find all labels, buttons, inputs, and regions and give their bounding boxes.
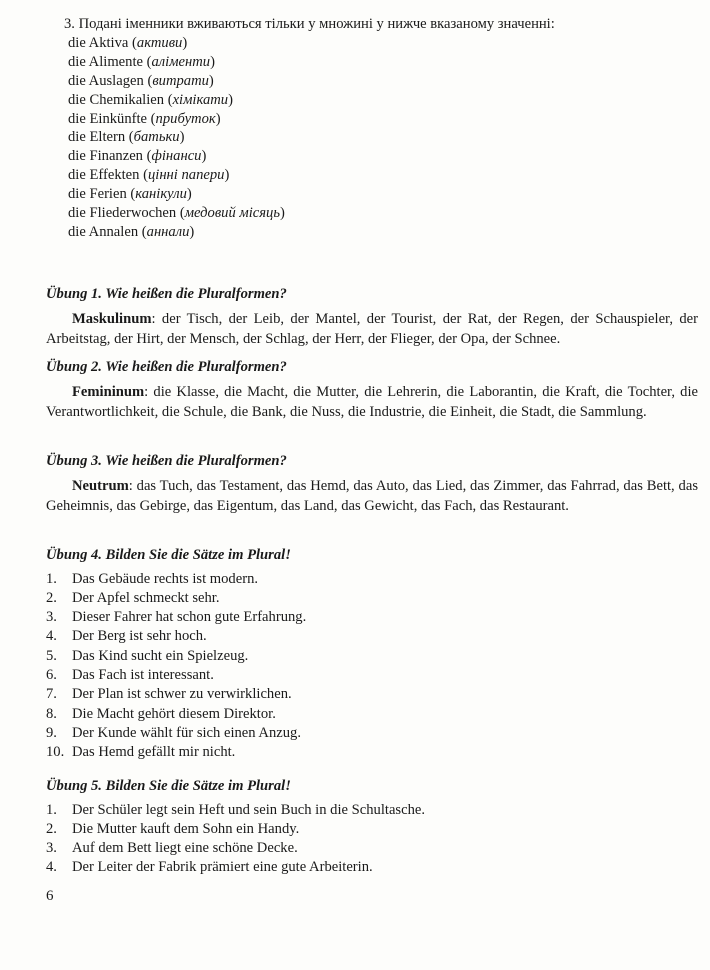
exercise-2 (46, 357, 698, 423)
sentence-list (46, 801, 698, 878)
list-item: 7. Der Plan ist schwer zu verwirklichen. (46, 686, 292, 703)
list-item: 10. Das Hemd gefällt mir nicht. (46, 744, 236, 761)
exercise-title: Übung 5. Bilden Sie die Sätze im Plural! (46, 778, 291, 794)
exercise-text: Maskulinum: der Tisch, der Leib, der Mantel, der Tourist, der Rat, der Regen, der Schauspieler, der Arbeitstag, der Hirt, der Mensch, der Schlag, der Herr, der Flieger, der Opa, der Schnee. (46, 310, 698, 347)
exercise-5 (46, 776, 698, 878)
list-item: 3. Auf dem Bett liegt eine schöne Decke. (46, 840, 298, 857)
list-item: 1. Der Schüler legt sein Heft und sein Buch in die Schultasche. (46, 801, 426, 818)
list-item: 4. Der Berg ist sehr hoch. (46, 628, 207, 645)
noun-entry: die Ferien (канікули) (68, 186, 192, 203)
list-item: 2. Der Apfel schmeckt sehr. (46, 589, 220, 606)
list-item: 6. Das Fach ist interessant. (46, 666, 214, 683)
exercise-title: Übung 3. Wie heißen die Pluralformen? (46, 453, 287, 469)
noun-entry: die Eltern (батьки) (68, 129, 185, 146)
noun-entry: die Aktiva (активи) (68, 34, 188, 51)
noun-entry: die Auslagen (витрати) (68, 72, 214, 89)
list-item: 3. Dieser Fahrer hat schon gute Erfahrung. (46, 609, 307, 626)
noun-entry: die Annalen (аннали) (68, 223, 195, 240)
exercise-1 (46, 284, 698, 350)
page-number: 6 (46, 888, 54, 904)
list-item: 5. Das Kind sucht ein Spielzeug. (46, 647, 249, 664)
sentence-list (46, 570, 698, 763)
noun-entry: die Chemikalien (хімікати) (68, 91, 233, 108)
noun-entry: die Alimente (аліменти) (68, 53, 215, 70)
exercise-text: Femininum: die Klasse, die Macht, die Mutter, die Lehrerin, die Laborantin, die Kraft, die Tochter, die Verantwortlichkeit, die Schule, die Bank, die Nuss, die Industrie, die Einheit, die Stadt, die Sammlung. (46, 383, 698, 420)
exercise-title: Übung 4. Bilden Sie die Sätze im Plural! (46, 547, 291, 563)
list-item: 9. Der Kunde wählt für sich einen Anzug. (46, 724, 301, 741)
list-item: 4. Der Leiter der Fabrik prämiert eine gute Arbeiterin. (46, 859, 373, 876)
exercise-title: Übung 2. Wie heißen die Pluralformen? (46, 359, 287, 375)
exercise-text: Neutrum: das Tuch, das Testament, das Hemd, das Auto, das Lied, das Zimmer, das Fahrrad, das Bett, das Geheimnis, das Gebirge, das Eigentum, das Land, das Gewicht, das Fach, das Restaurant. (46, 477, 698, 514)
plural-only-nouns-section (64, 15, 688, 242)
exercise-title: Übung 1. Wie heißen die Pluralformen? (46, 286, 287, 302)
exercise-3 (46, 451, 698, 517)
noun-entry: die Finanzen (фінанси) (68, 148, 207, 165)
list-item: 8. Die Macht gehört diesem Direktor. (46, 705, 276, 722)
section-heading: 3. Подані іменники вживаються тільки у множині у нижче вказаному значенні: (64, 16, 555, 32)
exercise-4 (46, 545, 698, 762)
list-item: 1. Das Gebäude rechts ist modern. (46, 570, 259, 587)
noun-entry: die Fliederwochen (медовий місяць) (68, 205, 285, 222)
noun-entry: die Effekten (цінні папери) (68, 167, 230, 184)
noun-list (68, 34, 688, 242)
list-item: 2. Die Mutter kauft dem Sohn ein Handy. (46, 820, 300, 837)
noun-entry: die Einkünfte (прибуток) (68, 110, 221, 127)
